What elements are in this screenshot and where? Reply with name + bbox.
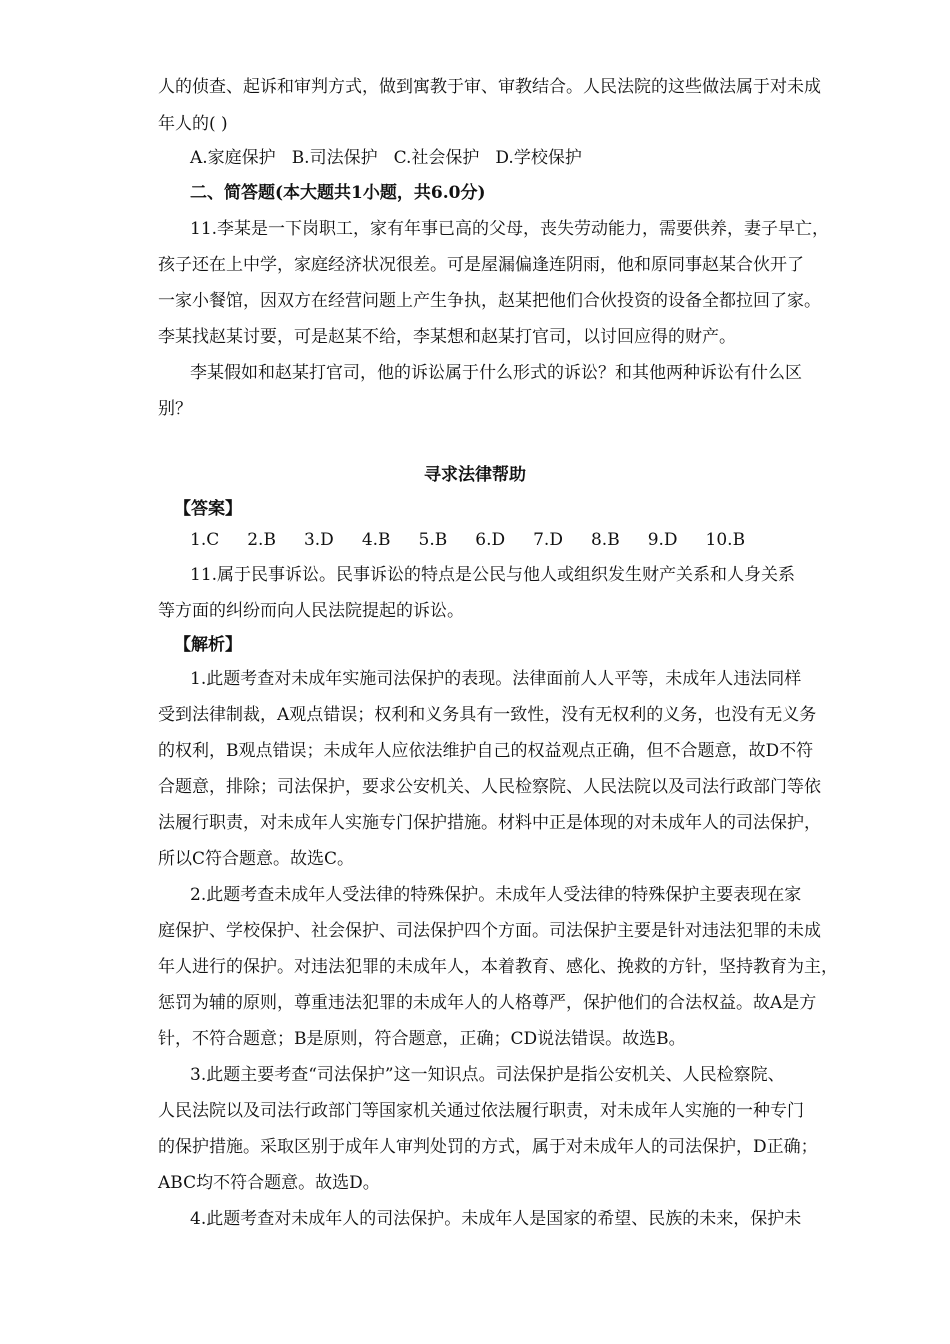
analysis-p2-line-1: 2.此题考查未成年人受法律的特殊保护。未成年人受法律的特殊保护主要表现在家 [190, 885, 802, 905]
analysis-p3-line-4: ABC均不符合题意。故选D。 [158, 1173, 380, 1193]
analysis-p2-line-4: 惩罚为辅的原则，尊重违法犯罪的未成年人的人格尊严，保护他们的合法权益。故A是方 [158, 993, 817, 1013]
analysis-p1-line-6: 所以C符合题意。故选C。 [158, 849, 355, 869]
analysis-p2-line-3: 年人进行的保护。对违法犯罪的未成年人，本着教育、感化、挽救的方针，坚持教育为主， [158, 957, 838, 977]
analysis-p1-line-4: 合题意，排除；司法保护，要求公安机关、人民检察院、人民法院以及司法行政部门等依 [158, 777, 821, 797]
q11-question-line-1: 李某假如和赵某打官司，他的诉讼属于什么形式的诉讼？和其他两种诉讼有什么区 [190, 363, 802, 383]
q11-line-3: 一家小餐馆，因双方在经营问题上产生争执，赵某把他们合伙投资的设备全都拉回了家。 [158, 291, 821, 311]
answer-q11-line-2: 等方面的纠纷而向人民法院提起的诉讼。 [158, 601, 464, 621]
answer-heading: 【答案】 [174, 499, 242, 519]
analysis-p4-line-1: 4.此题考查对未成年人的司法保护。未成年人是国家的希望、民族的未来，保护未 [190, 1209, 802, 1229]
analysis-p3-line-2: 人民法院以及司法行政部门等国家机关通过依法履行职责，对未成年人实施的一种专门 [158, 1101, 804, 1121]
q10-option-b: B.司法保护 [291, 148, 378, 168]
answer-item: 3.D [303, 530, 334, 550]
q11-line-2: 孩子还在上中学，家庭经济状况很差。可是屋漏偏逢连阴雨，他和原同事赵某合伙开了 [158, 255, 804, 275]
analysis-p2-line-2: 庭保护、学校保护、社会保护、司法保护四个方面。司法保护主要是针对违法犯罪的未成 [158, 921, 821, 941]
answer-item: 9.D [647, 530, 678, 550]
q10-option-d: D.学校保护 [495, 148, 582, 168]
q11-line-4: 李某找赵某讨要，可是赵某不给，李某想和赵某打官司，以讨回应得的财产。 [158, 327, 736, 347]
answer-item: 4.B [361, 530, 391, 550]
answer-item: 7.D [533, 530, 563, 550]
analysis-p3-line-1: 3.此题主要考查“司法保护”这一知识点。司法保护是指公安机关、人民检察院、 [190, 1065, 785, 1085]
answer-item: 8.B [590, 530, 620, 550]
q10-line-1: 人的侦查、起诉和审判方式，做到寓教于审、审教结合。人民法院的这些做法属于对未成 [158, 77, 821, 97]
answer-item: 1.C [190, 530, 220, 550]
analysis-heading: 【解析】 [174, 635, 242, 655]
answer-list [190, 529, 773, 551]
analysis-p1-line-2: 受到法律制裁，A观点错误；权利和义务具有一致性，没有无权利的义务，也没有无义务 [158, 705, 817, 725]
analysis-p2-line-5: 针，不符合题意；B是原则，符合题意，正确；CD说法错误。故选B。 [158, 1029, 686, 1049]
answer-q11-line-1: 11.属于民事诉讼。民事诉讼的特点是公民与他人或组织发生财产关系和人身关系 [190, 565, 796, 585]
answer-item: 5.B [418, 530, 448, 550]
doc-title: 寻求法律帮助 [424, 465, 526, 485]
q10-line-2: 年人的( ) [158, 114, 228, 134]
q11-line-1: 11.李某是一下岗职工，家有年事已高的父母，丧失劳动能力，需要供养，妻子早亡， [190, 219, 830, 239]
q10-option-c: C.社会保护 [393, 148, 480, 168]
q10-option-a: A.家庭保护 [190, 148, 276, 168]
answer-item: 6.D [475, 530, 506, 550]
analysis-p1-line-3: 的权利，B观点错误；未成年人应依法维护自己的权益观点正确，但不合题意，故D不符 [158, 741, 814, 761]
q10-options [190, 147, 598, 169]
analysis-p3-line-3: 的保护措施。采取区别于成年人审判处罚的方式，属于对未成年人的司法保护，D正确； [158, 1137, 818, 1157]
analysis-p1-line-1: 1.此题考查对未成年实施司法保护的表现。法律面前人人平等，未成年人违法同样 [190, 669, 802, 689]
answer-item: 2.B [247, 530, 276, 550]
analysis-p1-line-5: 法履行职责，对未成年人实施专门保护措施。材料中正是体现的对未成年人的司法保护， [158, 813, 821, 833]
section-heading-short-answer: 二、简答题(本大题共1小题，共6.0分) [190, 183, 486, 203]
answer-item: 10.B [705, 530, 746, 550]
q11-question-line-2: 别？ [158, 399, 192, 419]
